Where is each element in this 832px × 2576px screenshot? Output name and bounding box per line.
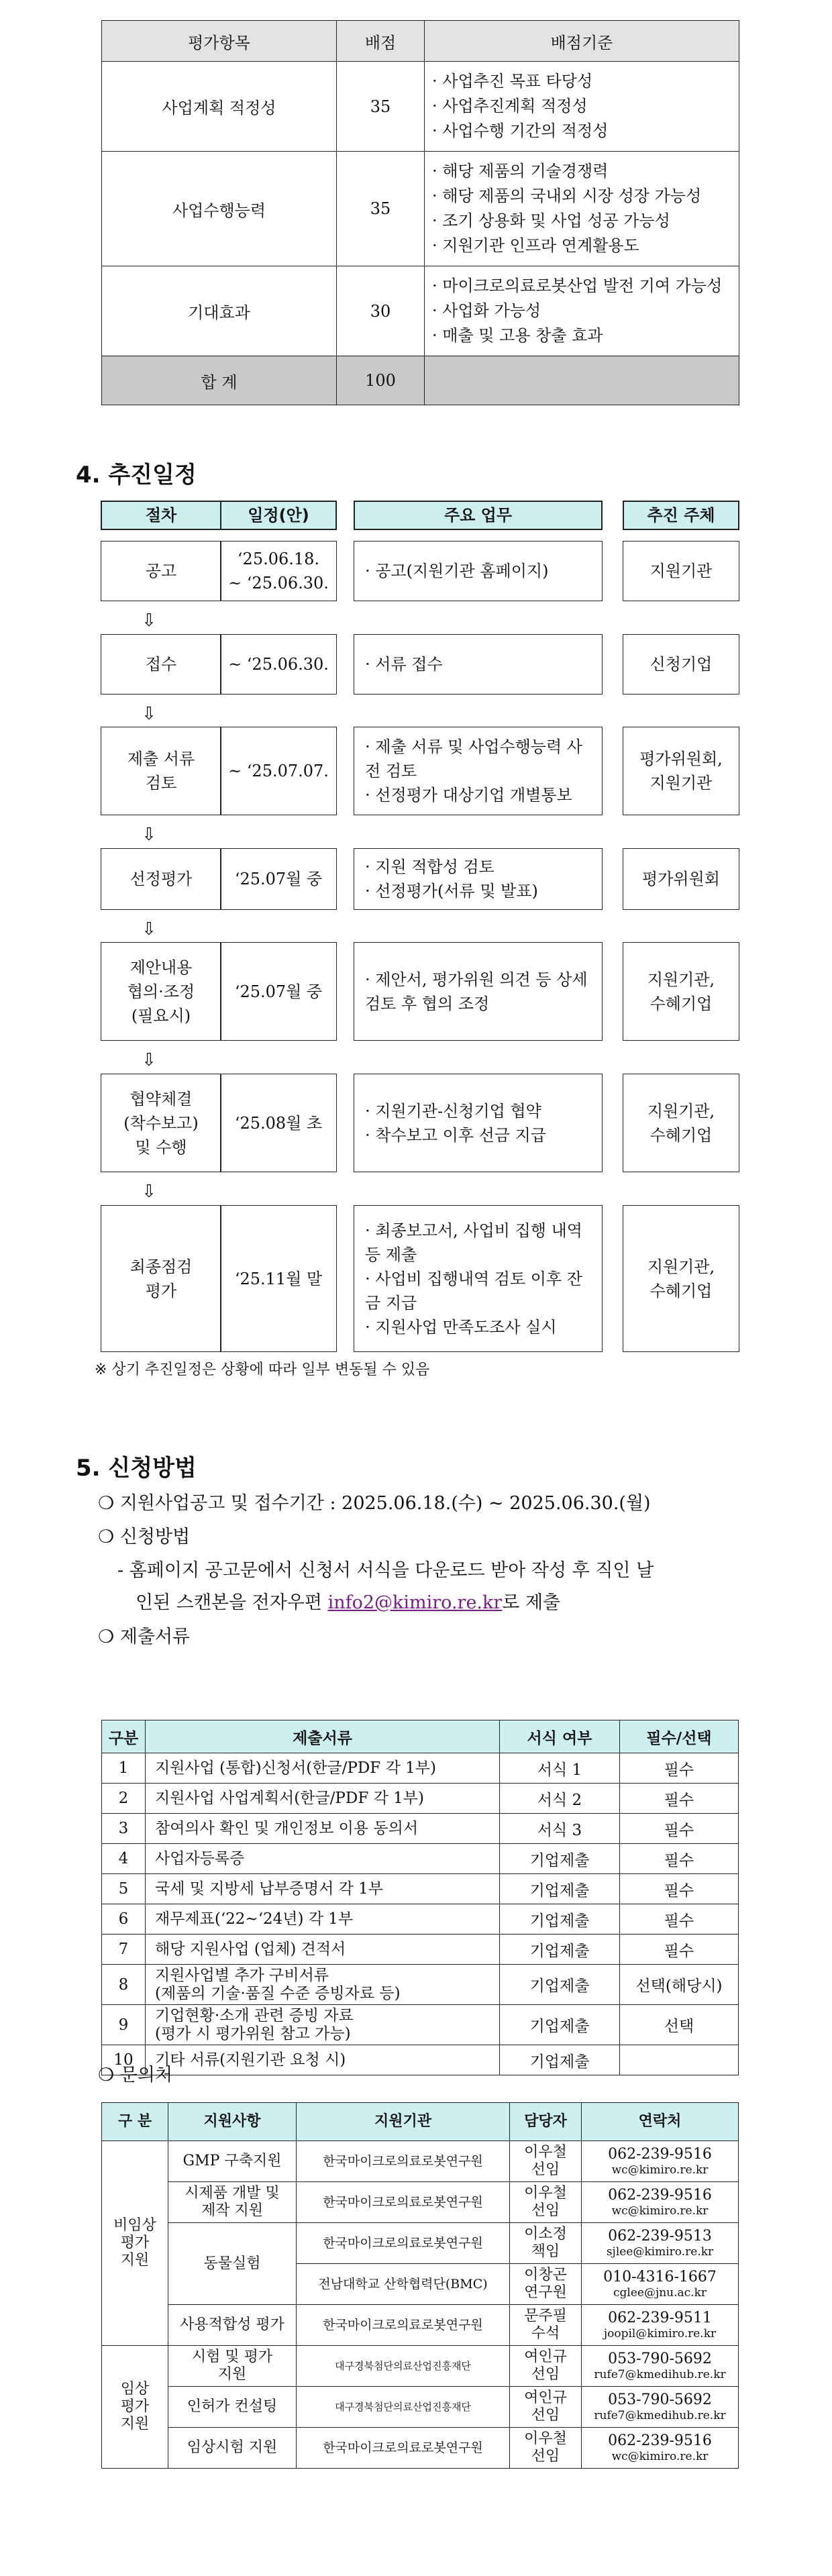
table-row xyxy=(102,1814,739,1844)
circle-bullet-icon: ❍ xyxy=(98,1627,115,1647)
down-arrow-icon: ⇩ xyxy=(142,919,156,939)
table-row xyxy=(102,1844,739,1874)
contact-support: GMP 구축지원 xyxy=(168,2141,297,2182)
doc-form: 서식 3 xyxy=(500,1814,620,1844)
down-arrow-icon: ⇩ xyxy=(142,1182,156,1202)
header-org: 지원기관 xyxy=(297,2103,510,2141)
doc-required: 필수 xyxy=(620,1935,739,1965)
schedule-step: 공고 xyxy=(101,541,221,601)
header-contact: 연락처 xyxy=(582,2103,739,2141)
criteria-item: · 사업추진 목표 타당성 xyxy=(432,69,731,94)
header-criteria: 배점기준 xyxy=(425,21,739,62)
doc-name: 지원사업 사업계획서(한글/PDF 각 1부) xyxy=(146,1784,500,1814)
contact-person: 이소정 책임 xyxy=(510,2223,582,2264)
doc-required: 필수 xyxy=(620,1844,739,1874)
schedule-owner: 평가위원회 xyxy=(623,848,739,910)
criteria-item: · 조기 상용화 및 사업 성공 가능성 xyxy=(432,209,731,234)
doc-name: 지원사업 (통합)신청서(한글/PDF 각 1부) xyxy=(146,1753,500,1784)
contact-label: 문의처 xyxy=(119,2065,173,2085)
contact-person: 여인규 선임 xyxy=(510,2346,582,2387)
contact-table xyxy=(101,2102,739,2469)
contact-org: 한국마이크로의료로봇연구원 xyxy=(297,2428,510,2469)
doc-form: 기업제출 xyxy=(500,2005,620,2045)
circle-bullet-icon: ❍ xyxy=(98,2065,115,2085)
contact-info xyxy=(582,2264,739,2305)
schedule-tasks xyxy=(354,942,603,1041)
schedule-date: ‘25.08월 초 xyxy=(220,1074,337,1172)
total-score: 100 xyxy=(337,356,425,405)
task-item: · 사업비 집행내역 검토 이후 잔금 지급 xyxy=(365,1267,591,1315)
down-arrow-icon: ⇩ xyxy=(142,1050,156,1070)
docs-heading xyxy=(98,1622,190,1648)
contact-phone: 062-239-9511 xyxy=(608,2310,712,2326)
contact-org: 한국마이크로의료로봇연구원 xyxy=(297,2223,510,2264)
doc-name: 재무제표(‘22~‘24년) 각 1부 xyxy=(146,1904,500,1935)
criteria-item: · 매출 및 고용 창출 효과 xyxy=(432,323,731,348)
contact-person: 문주필 수석 xyxy=(510,2305,582,2346)
task-item: · 공고(지원기관 홈페이지) xyxy=(365,559,548,583)
doc-form: 기업제출 xyxy=(500,2045,620,2075)
table-row xyxy=(102,2045,739,2075)
task-item: · 지원 적합성 검토 xyxy=(365,855,538,879)
table-row xyxy=(102,1904,739,1935)
task-item: · 서류 접수 xyxy=(365,652,443,676)
doc-form: 기업제출 xyxy=(500,1965,620,2005)
task-item: · 제안서, 평가위원 의견 등 상세 검토 후 협의 조정 xyxy=(365,968,591,1016)
contact-email[interactable]: wc@kimiro.re.kr xyxy=(611,2163,709,2177)
total-row xyxy=(102,356,739,405)
apply-method-label: 신청방법 xyxy=(119,1527,191,1547)
doc-no: 7 xyxy=(102,1935,146,1965)
doc-form: 서식 2 xyxy=(500,1784,620,1814)
schedule-owner: 지원기관 xyxy=(623,541,739,601)
doc-form: 기업제출 xyxy=(500,1874,620,1904)
doc-name: 지원사업별 추가 구비서류 (제품의 기술·품질 수준 증빙자료 등) xyxy=(146,1965,500,2005)
doc-no: 4 xyxy=(102,1844,146,1874)
doc-name: 참여의사 확인 및 개인정보 이용 동의서 xyxy=(146,1814,500,1844)
contact-info xyxy=(582,2223,739,2264)
task-item: · 선정평가 대상기업 개별통보 xyxy=(365,783,591,807)
schedule-date: ‘25.06.18. ~ ‘25.06.30. xyxy=(220,541,337,601)
doc-name: 국세 및 지방세 납부증명서 각 1부 xyxy=(146,1874,500,1904)
doc-form: 서식 1 xyxy=(500,1753,620,1784)
contact-email[interactable]: sjlee@kimiro.re.kr xyxy=(606,2245,714,2259)
schedule-step: 제안내용 협의·조정 (필요시) xyxy=(101,942,221,1041)
contact-person: 이우철 선임 xyxy=(510,2428,582,2469)
contact-category: 임상 평가 지원 xyxy=(102,2346,168,2469)
contact-support: 시험 및 평가 지원 xyxy=(168,2346,297,2387)
apply-method-line2 xyxy=(136,1588,560,1614)
eval-item: 사업계획 적정성 xyxy=(102,62,337,152)
header-no: 구분 xyxy=(102,1720,146,1753)
table-row xyxy=(102,2223,739,2264)
contact-email[interactable]: rufe7@kmedihub.re.kr xyxy=(594,2409,726,2422)
contact-phone: 062-239-9513 xyxy=(608,2228,712,2245)
contact-support: 임상시험 지원 xyxy=(168,2428,297,2469)
apply-method-line1: - 홈페이지 공고문에서 신청서 서식을 다운로드 받아 작성 후 직인 날 xyxy=(117,1560,654,1581)
contact-person: 이우철 선임 xyxy=(510,2141,582,2182)
schedule-owner: 지원기관, 수혜기업 xyxy=(623,1205,739,1352)
contact-info xyxy=(582,2346,739,2387)
task-item: · 지원사업 만족도조사 실시 xyxy=(365,1315,591,1339)
doc-required: 필수 xyxy=(620,1753,739,1784)
contact-person: 이창곤 연구원 xyxy=(510,2264,582,2305)
doc-name: 기타 서류(지원기관 요청 시) xyxy=(146,2045,500,2075)
table-row xyxy=(102,1874,739,1904)
contact-org: 대구경북첨단의료산업진흥재단 xyxy=(297,2346,510,2387)
table-row xyxy=(102,2141,739,2182)
contact-support: 시제품 개발 및 제작 지원 xyxy=(168,2182,297,2223)
apply-method-line2-pre: 인된 스캔본을 전자우편 xyxy=(136,1592,328,1613)
eval-score: 35 xyxy=(337,152,425,266)
table-row xyxy=(102,2428,739,2469)
eval-item: 기대효과 xyxy=(102,266,337,356)
header-required: 필수/선택 xyxy=(620,1720,739,1753)
schedule-step: 최종점검 평가 xyxy=(101,1205,221,1352)
contact-support: 인허가 컨설팅 xyxy=(168,2387,297,2428)
criteria-item: · 사업화 가능성 xyxy=(432,299,731,323)
contact-phone: 053-790-5692 xyxy=(608,2391,712,2408)
header-form: 서식 여부 xyxy=(500,1720,620,1753)
task-item: · 착수보고 이후 선금 지급 xyxy=(365,1123,546,1147)
eval-score: 30 xyxy=(337,266,425,356)
doc-form: 기업제출 xyxy=(500,1935,620,1965)
task-item: · 선정평가(서류 및 발표) xyxy=(365,879,538,903)
contact-info xyxy=(582,2387,739,2428)
contact-phone: 062-239-9516 xyxy=(608,2432,712,2449)
total-label: 합 계 xyxy=(102,356,337,405)
contact-phone: 062-239-9516 xyxy=(608,2187,712,2204)
doc-name: 해당 지원사업 (업체) 견적서 xyxy=(146,1935,500,1965)
schedule-header-task: 주요 업무 xyxy=(354,501,603,530)
criteria-item: · 해당 제품의 기술경쟁력 xyxy=(432,159,731,184)
doc-no: 5 xyxy=(102,1874,146,1904)
task-item: · 최종보고서, 사업비 집행 내역 등 제출 xyxy=(365,1219,591,1267)
contact-support: 동물실험 xyxy=(168,2223,297,2305)
table-header-row xyxy=(102,21,739,62)
schedule-date: ‘25.07월 중 xyxy=(220,848,337,910)
schedule-header-owner: 추진 주체 xyxy=(623,501,739,530)
schedule-header-step: 절차 xyxy=(101,501,221,530)
header-support: 지원사항 xyxy=(168,2103,297,2141)
doc-no: 10 xyxy=(102,2045,146,2075)
doc-no: 1 xyxy=(102,1753,146,1784)
schedule-date: ~ ‘25.06.30. xyxy=(220,634,337,694)
contact-email[interactable]: cglee@jnu.ac.kr xyxy=(613,2286,707,2300)
contact-info xyxy=(582,2182,739,2223)
doc-required: 선택(해당시) xyxy=(620,1965,739,2005)
header-category: 구 분 xyxy=(102,2103,168,2141)
table-row xyxy=(102,2346,739,2387)
table-header-row xyxy=(102,2103,739,2141)
schedule-owner: 지원기관, 수혜기업 xyxy=(623,1074,739,1172)
total-empty xyxy=(425,356,739,405)
doc-form: 기업제출 xyxy=(500,1904,620,1935)
contact-info xyxy=(582,2305,739,2346)
schedule-tasks xyxy=(354,634,603,694)
contact-phone: 062-239-9516 xyxy=(608,2146,712,2163)
circle-bullet-icon: ❍ xyxy=(98,1493,115,1514)
schedule-date: ~ ‘25.07.07. xyxy=(220,727,337,815)
doc-required: 필수 xyxy=(620,1874,739,1904)
apply-method xyxy=(98,1522,190,1548)
submission-documents-table xyxy=(101,1720,739,2075)
down-arrow-icon: ⇩ xyxy=(142,704,156,724)
schedule-tasks xyxy=(354,541,603,601)
evaluation-criteria-table xyxy=(101,20,739,405)
doc-required: 필수 xyxy=(620,1904,739,1935)
task-item: · 제출 서류 및 사업수행능력 사전 검토 xyxy=(365,735,591,783)
contact-support: 사용적합성 평가 xyxy=(168,2305,297,2346)
schedule-date: ‘25.07월 중 xyxy=(220,942,337,1041)
header-document: 제출서류 xyxy=(146,1720,500,1753)
table-row xyxy=(102,1784,739,1814)
contact-org: 전남대학교 산학협력단(BMC) xyxy=(297,2264,510,2305)
down-arrow-icon: ⇩ xyxy=(142,611,156,631)
schedule-step: 협약체결 (착수보고) 및 수행 xyxy=(101,1074,221,1172)
doc-no: 2 xyxy=(102,1784,146,1814)
table-row xyxy=(102,2305,739,2346)
header-item: 평가항목 xyxy=(102,21,337,62)
doc-no: 9 xyxy=(102,2005,146,2045)
apply-section-title: 5. 신청방법 xyxy=(76,1455,197,1482)
schedule-step: 접수 xyxy=(101,634,221,694)
schedule-tasks xyxy=(354,1074,603,1172)
eval-criteria xyxy=(425,62,739,152)
doc-required: 필수 xyxy=(620,1784,739,1814)
contact-email[interactable]: joopil@kimiro.re.kr xyxy=(603,2327,717,2340)
table-row xyxy=(102,152,739,266)
table-row xyxy=(102,62,739,152)
criteria-item: · 해당 제품의 국내외 시장 성장 가능성 xyxy=(432,184,731,209)
doc-no: 3 xyxy=(102,1814,146,1844)
criteria-item: · 사업수행 기간의 적정성 xyxy=(432,119,731,144)
schedule-note: ※ 상기 추진일정은 상황에 따라 일부 변동될 수 있음 xyxy=(95,1361,430,1378)
schedule-owner: 지원기관, 수혜기업 xyxy=(623,942,739,1041)
contact-heading xyxy=(98,2060,172,2086)
schedule-step: 선정평가 xyxy=(101,848,221,910)
table-row xyxy=(102,1965,739,2005)
schedule-tasks xyxy=(354,848,603,910)
criteria-item: · 사업추진계획 적정성 xyxy=(432,94,731,119)
schedule-owner: 평가위원회, 지원기관 xyxy=(623,727,739,815)
contact-email[interactable]: wc@kimiro.re.kr xyxy=(611,2450,709,2463)
contact-phone: 010-4316-1667 xyxy=(603,2269,717,2285)
doc-required xyxy=(620,2045,739,2075)
doc-name: 기업현황·소개 관련 증빙 자료 (평가 시 평가위원 참고 가능) xyxy=(146,2005,500,2045)
schedule-step: 제출 서류 검토 xyxy=(101,727,221,815)
docs-label: 제출서류 xyxy=(119,1627,191,1647)
contact-category: 비임상 평가 지원 xyxy=(102,2141,168,2346)
down-arrow-icon: ⇩ xyxy=(142,825,156,845)
table-row xyxy=(102,2387,739,2428)
doc-required: 선택 xyxy=(620,2005,739,2045)
apply-method-line2-post: 로 제출 xyxy=(502,1592,561,1613)
doc-required: 필수 xyxy=(620,1814,739,1844)
table-row xyxy=(102,266,739,356)
task-item: · 지원기관-신청기업 협약 xyxy=(365,1099,546,1123)
schedule-section-title: 4. 추진일정 xyxy=(76,462,197,488)
doc-form: 기업제출 xyxy=(500,1844,620,1874)
criteria-item: · 마이크로의료로봇산업 발전 기여 가능성 xyxy=(432,274,731,299)
contact-org: 한국마이크로의료로봇연구원 xyxy=(297,2305,510,2346)
contact-email[interactable]: rufe7@kmedihub.re.kr xyxy=(594,2368,726,2381)
schedule-header-date: 일정(안) xyxy=(220,501,337,530)
schedule-owner: 신청기업 xyxy=(623,634,739,694)
header-score: 배점 xyxy=(337,21,425,62)
contact-person: 여인규 선임 xyxy=(510,2387,582,2428)
doc-no: 8 xyxy=(102,1965,146,2005)
circle-bullet-icon: ❍ xyxy=(98,1527,115,1547)
contact-phone: 053-790-5692 xyxy=(608,2351,712,2367)
contact-info xyxy=(582,2141,739,2182)
contact-email[interactable]: wc@kimiro.re.kr xyxy=(611,2204,709,2218)
table-row xyxy=(102,1935,739,1965)
table-row xyxy=(102,1753,739,1784)
criteria-item: · 지원기관 인프라 연계활용도 xyxy=(432,234,731,258)
header-person: 담당자 xyxy=(510,2103,582,2141)
eval-score: 35 xyxy=(337,62,425,152)
table-row xyxy=(102,2182,739,2223)
apply-period-text: 지원사업공고 및 접수기간 : 2025.06.18.(수) ~ 2025.06.30.(월) xyxy=(119,1493,651,1514)
contact-org: 한국마이크로의료로봇연구원 xyxy=(297,2141,510,2182)
doc-no: 6 xyxy=(102,1904,146,1935)
contact-org: 한국마이크로의료로봇연구원 xyxy=(297,2182,510,2223)
table-header-row xyxy=(102,1720,739,1753)
table-row xyxy=(102,2005,739,2045)
submission-email-link[interactable]: info2@kimiro.re.kr xyxy=(327,1592,503,1613)
schedule-tasks xyxy=(354,727,603,815)
contact-person: 이우철 선임 xyxy=(510,2182,582,2223)
doc-name: 사업자등록증 xyxy=(146,1844,500,1874)
eval-item: 사업수행능력 xyxy=(102,152,337,266)
schedule-tasks xyxy=(354,1205,603,1352)
eval-criteria xyxy=(425,266,739,356)
contact-info xyxy=(582,2428,739,2469)
contact-org: 대구경북첨단의료산업진흥재단 xyxy=(297,2387,510,2428)
apply-period xyxy=(98,1488,651,1514)
schedule-date: ‘25.11월 말 xyxy=(220,1205,337,1352)
eval-criteria xyxy=(425,152,739,266)
